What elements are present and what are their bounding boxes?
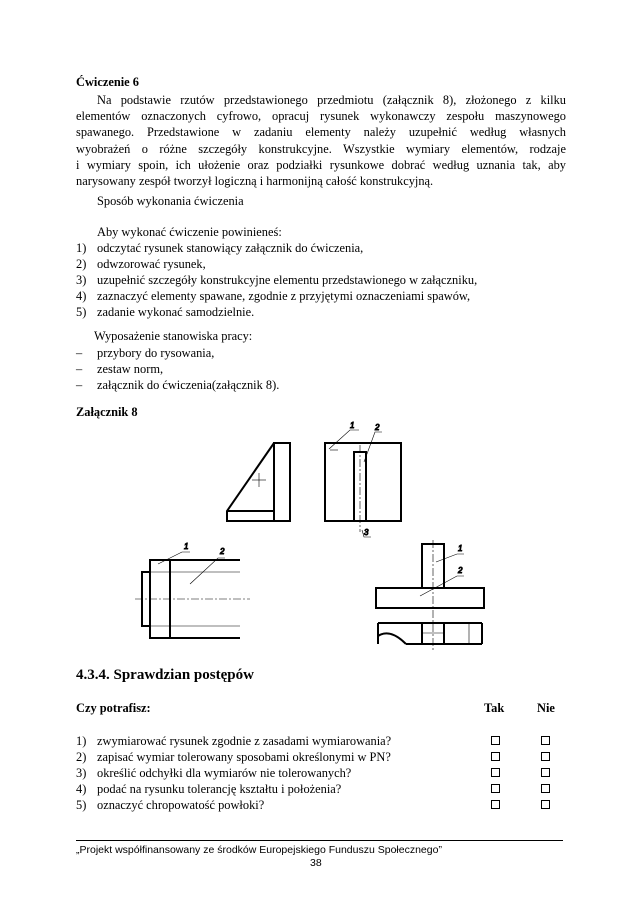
front-view (325, 443, 401, 521)
method-heading: Sposób wykonania ćwiczenia (97, 194, 244, 208)
attachment-title: Załącznik 8 (76, 405, 138, 419)
label-2: 2 (375, 423, 380, 432)
equipment-item: załącznik do ćwiczenia(załącznik 8). (97, 378, 280, 392)
question-number: 3) (76, 766, 87, 780)
question-header: Czy potrafisz: (76, 701, 151, 715)
equipment-item: zestaw norm, (97, 362, 164, 376)
bullet: – (76, 362, 83, 376)
step-number: 3) (76, 273, 87, 287)
paragraph-line: spawanego. Przedstawione w zadaniu elementy należy uzupełnić według własnych (76, 125, 566, 140)
question-text: określić odchyłki dla wymiarów nie tolerowanych? (97, 766, 352, 780)
exercise-title: Ćwiczenie 6 (76, 75, 139, 89)
question-text: oznaczyć chropowatość powłoki? (97, 798, 265, 812)
steps-intro: Aby wykonać ćwiczenie powinieneś: (97, 225, 282, 239)
no-checkbox[interactable] (541, 752, 550, 761)
equipment-heading: Wyposażenie stanowiska pracy: (94, 329, 253, 343)
footer-divider (76, 840, 563, 841)
yes-checkbox[interactable] (491, 784, 500, 793)
exercise-paragraph (76, 92, 566, 189)
label-2: 2 (220, 547, 225, 556)
label-3: 3 (364, 528, 369, 537)
paragraph-line: wyobrażeń o różne szczegóły konstrukcyjne. Wszystkie wymiary elementów, rodzaje (76, 141, 566, 156)
section-heading: 4.3.4. Sprawdzian postępów (76, 667, 254, 683)
yes-checkbox[interactable] (491, 768, 500, 777)
paragraph-line: Na podstawie rzutów przedstawionego przedmiotu (załącznik 8), złożonego z kilku (97, 93, 566, 107)
question-number: 5) (76, 798, 87, 812)
question-number: 2) (76, 750, 87, 764)
step-text: zaznaczyć elementy spawane, zgodnie z przyjętymi oznaczeniami spawów, (97, 289, 471, 303)
step-text: uzupełnić szczegóły konstrukcyjne elementu przedstawionego w załączniku, (97, 273, 478, 287)
no-checkbox[interactable] (541, 800, 550, 809)
step-number: 1) (76, 241, 87, 255)
label-2: 2 (458, 566, 463, 575)
no-header: Nie (537, 701, 555, 715)
page-number: 38 (310, 857, 322, 869)
question-number: 1) (76, 734, 87, 748)
no-checkbox[interactable] (541, 736, 550, 745)
no-checkbox[interactable] (541, 768, 550, 777)
label-1: 1 (184, 542, 189, 551)
step-text: odczytać rysunek stanowiący załącznik do ćwiczenia, (97, 241, 364, 255)
paragraph-line: elementów oznaczonych cyfrowo, opracuj rysunek wykonawczy zespołu maszynowego (76, 109, 566, 124)
label-1: 1 (458, 544, 463, 553)
step-number: 2) (76, 257, 87, 271)
equipment-item: przybory do rysowania, (97, 346, 215, 360)
step-text: odwzorować rysunek, (97, 257, 206, 271)
yes-checkbox[interactable] (491, 736, 500, 745)
technical-drawing (120, 412, 520, 657)
label-1: 1 (350, 421, 355, 430)
bullet: – (76, 378, 83, 392)
step-number: 5) (76, 305, 87, 319)
paragraph-line: narysowany zespół tworzył logiczną i harmonijną całość konstrukcyjną. (76, 174, 434, 189)
yes-checkbox[interactable] (491, 800, 500, 809)
side-view (227, 443, 290, 521)
question-text: zwymiarować rysunek zgodnie z zasadami wymiarowania? (97, 734, 392, 748)
question-text: podać na rysunku tolerancję kształtu i położenia? (97, 782, 342, 796)
bullet: – (76, 346, 83, 360)
yes-checkbox[interactable] (491, 752, 500, 761)
assembly-view (376, 544, 484, 644)
question-number: 4) (76, 782, 87, 796)
yes-header: Tak (484, 701, 505, 715)
step-text: zadanie wykonać samodzielnie. (97, 305, 255, 319)
question-text: zapisać wymiar tolerowany sposobami określonymi w PN? (97, 750, 391, 764)
footer-project-text: „Projekt współfinansowany ze środków Europejskiego Funduszu Społecznego” (76, 844, 442, 856)
step-number: 4) (76, 289, 87, 303)
paragraph-line: i wymiary spoin, ich ułożenie oraz podziałki rysunkowe dobrać według uznania tak, aby (76, 157, 566, 172)
no-checkbox[interactable] (541, 784, 550, 793)
